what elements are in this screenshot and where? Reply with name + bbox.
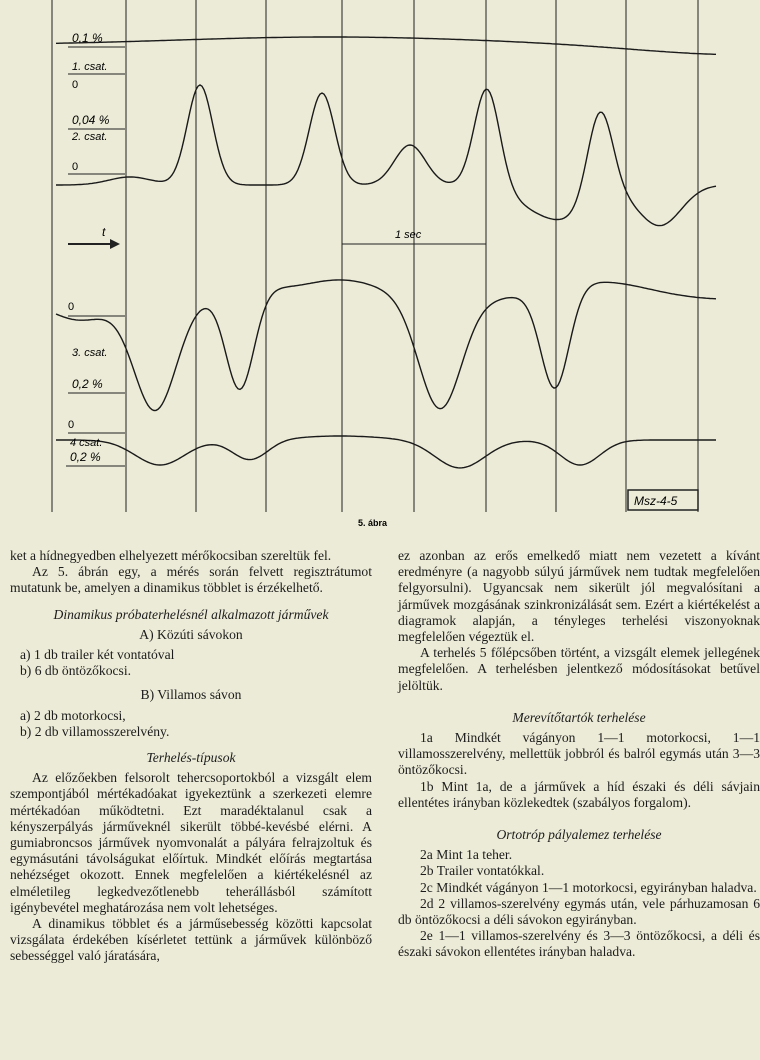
ch4-channel-label: 4 csat. bbox=[70, 437, 103, 449]
ch1-zero-label: 0 bbox=[72, 79, 79, 91]
signal-traces bbox=[56, 37, 716, 468]
section-heading: Merevítőtartók terhelése bbox=[512, 709, 646, 725]
ch3-zero-label: 0 bbox=[68, 301, 75, 313]
ch3-scale-label: 0,2 % bbox=[72, 377, 103, 391]
section-heading: Ortotróp pályalemez terhelése bbox=[496, 827, 662, 843]
paragraph: 1a Mindkét vágányon 1—1 motorkocsi, 1—1 villamosszerelvény, mellettük jobbról és balról egymás után 3—3 öntözőkocsi. bbox=[398, 730, 760, 778]
list-item: a) 1 db trailer két vontatóval bbox=[20, 647, 175, 663]
paragraph: 1b Mint 1a, de a járművek a híd északi és déli sávjain ellentétes irányban közlekedtek (szabályos forgalom). bbox=[398, 778, 760, 810]
trace-channel-2 bbox=[56, 85, 716, 226]
time-axis-label: t bbox=[102, 225, 106, 239]
trace-channel-4 bbox=[56, 436, 716, 468]
list-item: a) 2 db motorkocsi, bbox=[20, 707, 126, 723]
trace-channel-1 bbox=[56, 37, 716, 54]
subheading: A) Közúti sávokon bbox=[139, 626, 243, 642]
subheading: B) Villamos sávon bbox=[140, 687, 242, 703]
ch4-scale-label: 0,2 % bbox=[70, 450, 101, 464]
paragraph: A dinamikus többlet és a járműsebesség közötti kapcsolat vizsgálata érdekében kísérletet tettünk a járművek különböző sebességgel való járatására, bbox=[10, 916, 372, 964]
paragraph: 2e 1—1 villamos-szerelvény és 3—3 öntözőkocsi, a déli és északi sávokon ellentétes irányban haladva. bbox=[398, 928, 760, 960]
time-arrow-head bbox=[110, 239, 120, 249]
ch2-zero-label: 0 bbox=[72, 161, 79, 173]
one-second-label: 1 sec bbox=[395, 229, 422, 241]
figure-caption: 5. ábra bbox=[358, 518, 388, 528]
paragraph: ket a hídnegyedben elhelyezett mérőkocsiban szereltük fel. bbox=[10, 548, 332, 563]
paragraph: Az 5. ábrán egy, a mérés során felvett regisztrátumot mutatunk be, amelyen a dinamikus többlet is érzékelhető. bbox=[10, 564, 372, 596]
list-item: b) 6 db öntözőkocsi. bbox=[20, 663, 132, 679]
left-text-column bbox=[10, 548, 372, 965]
time-grid-lines bbox=[52, 0, 698, 512]
paragraph: 2c Mindkét vágányon 1—1 motorkocsi, egyirányban haladva. bbox=[420, 879, 757, 895]
ch1-channel-label: 1. csat. bbox=[72, 61, 108, 73]
ch2-channel-label: 2. csat. bbox=[72, 131, 108, 143]
paragraph: Az előzőekben felsorolt teherсsoportokból a vizsgált elem szempontjából mértékadóakat igyekeztünk a szerkezeti elemre mértékadóan működtetni. Ezt maradéktalanul csak a kényszerpályás járműveknél sikerült többé-kevésbé elérni. A gumiabroncsos járművek nyomvonalát a pályára felrajzoltuk és egymásutáni távolságukat előírtuk. Mindkét előírás megtartása nehézséget okozott. Ennek megfelelően a kiértékelésnél az elméletileg legkedvezőtlenebb teherállásból számított igénybevétel meghatározása nem volt lehetséges. bbox=[10, 770, 372, 915]
section-heading: Terhelés-típusok bbox=[146, 750, 236, 766]
ch3-channel-label: 3. csat. bbox=[72, 347, 108, 359]
trace-channel-3 bbox=[56, 280, 716, 411]
ch4-zero-label: 0 bbox=[68, 419, 75, 431]
ch2-scale-label: 0,04 % bbox=[72, 113, 110, 127]
paragraph: 2b Trailer vontatókkal. bbox=[420, 863, 545, 879]
right-text-column bbox=[398, 548, 760, 961]
stamp-label: Msz-4-5 bbox=[634, 494, 678, 508]
list-item: b) 2 db villamosszerelvény. bbox=[20, 723, 170, 739]
paragraph: 2a Mint 1a teher. bbox=[420, 847, 513, 863]
section-heading: Dinamikus próbaterhelésnél alkalmazott járművek bbox=[53, 606, 329, 622]
ch1-scale-label: 0,1 % bbox=[72, 31, 103, 45]
paragraph: 2d 2 villamos-szerelvény egymás után, vele párhuzamosan 6 db öntözőkocsi a déli sávokon egyirányban. bbox=[398, 895, 760, 928]
paragraph: ez azonban az erős emelkedő miatt nem vezetett a kívánt eredményre (a nagyobb súlyú járművek nem tudtak megfelelően felgyorsulni). Ugyancsak nem sikerült jól megvalósítani a járművek mozgásának szinkronizálását sem. Ezért a kiértékelést a diagramok alapján, a tényleges terhelési viszonyoknak megfelelően végeztük el. bbox=[398, 548, 760, 645]
paragraph: A terhelés 5 főlépcsőben történt, a vizsgált elemek jellegének megfelelően. A terhelésben jelentkező módosításokat betűvel jelöltük. bbox=[398, 645, 760, 693]
